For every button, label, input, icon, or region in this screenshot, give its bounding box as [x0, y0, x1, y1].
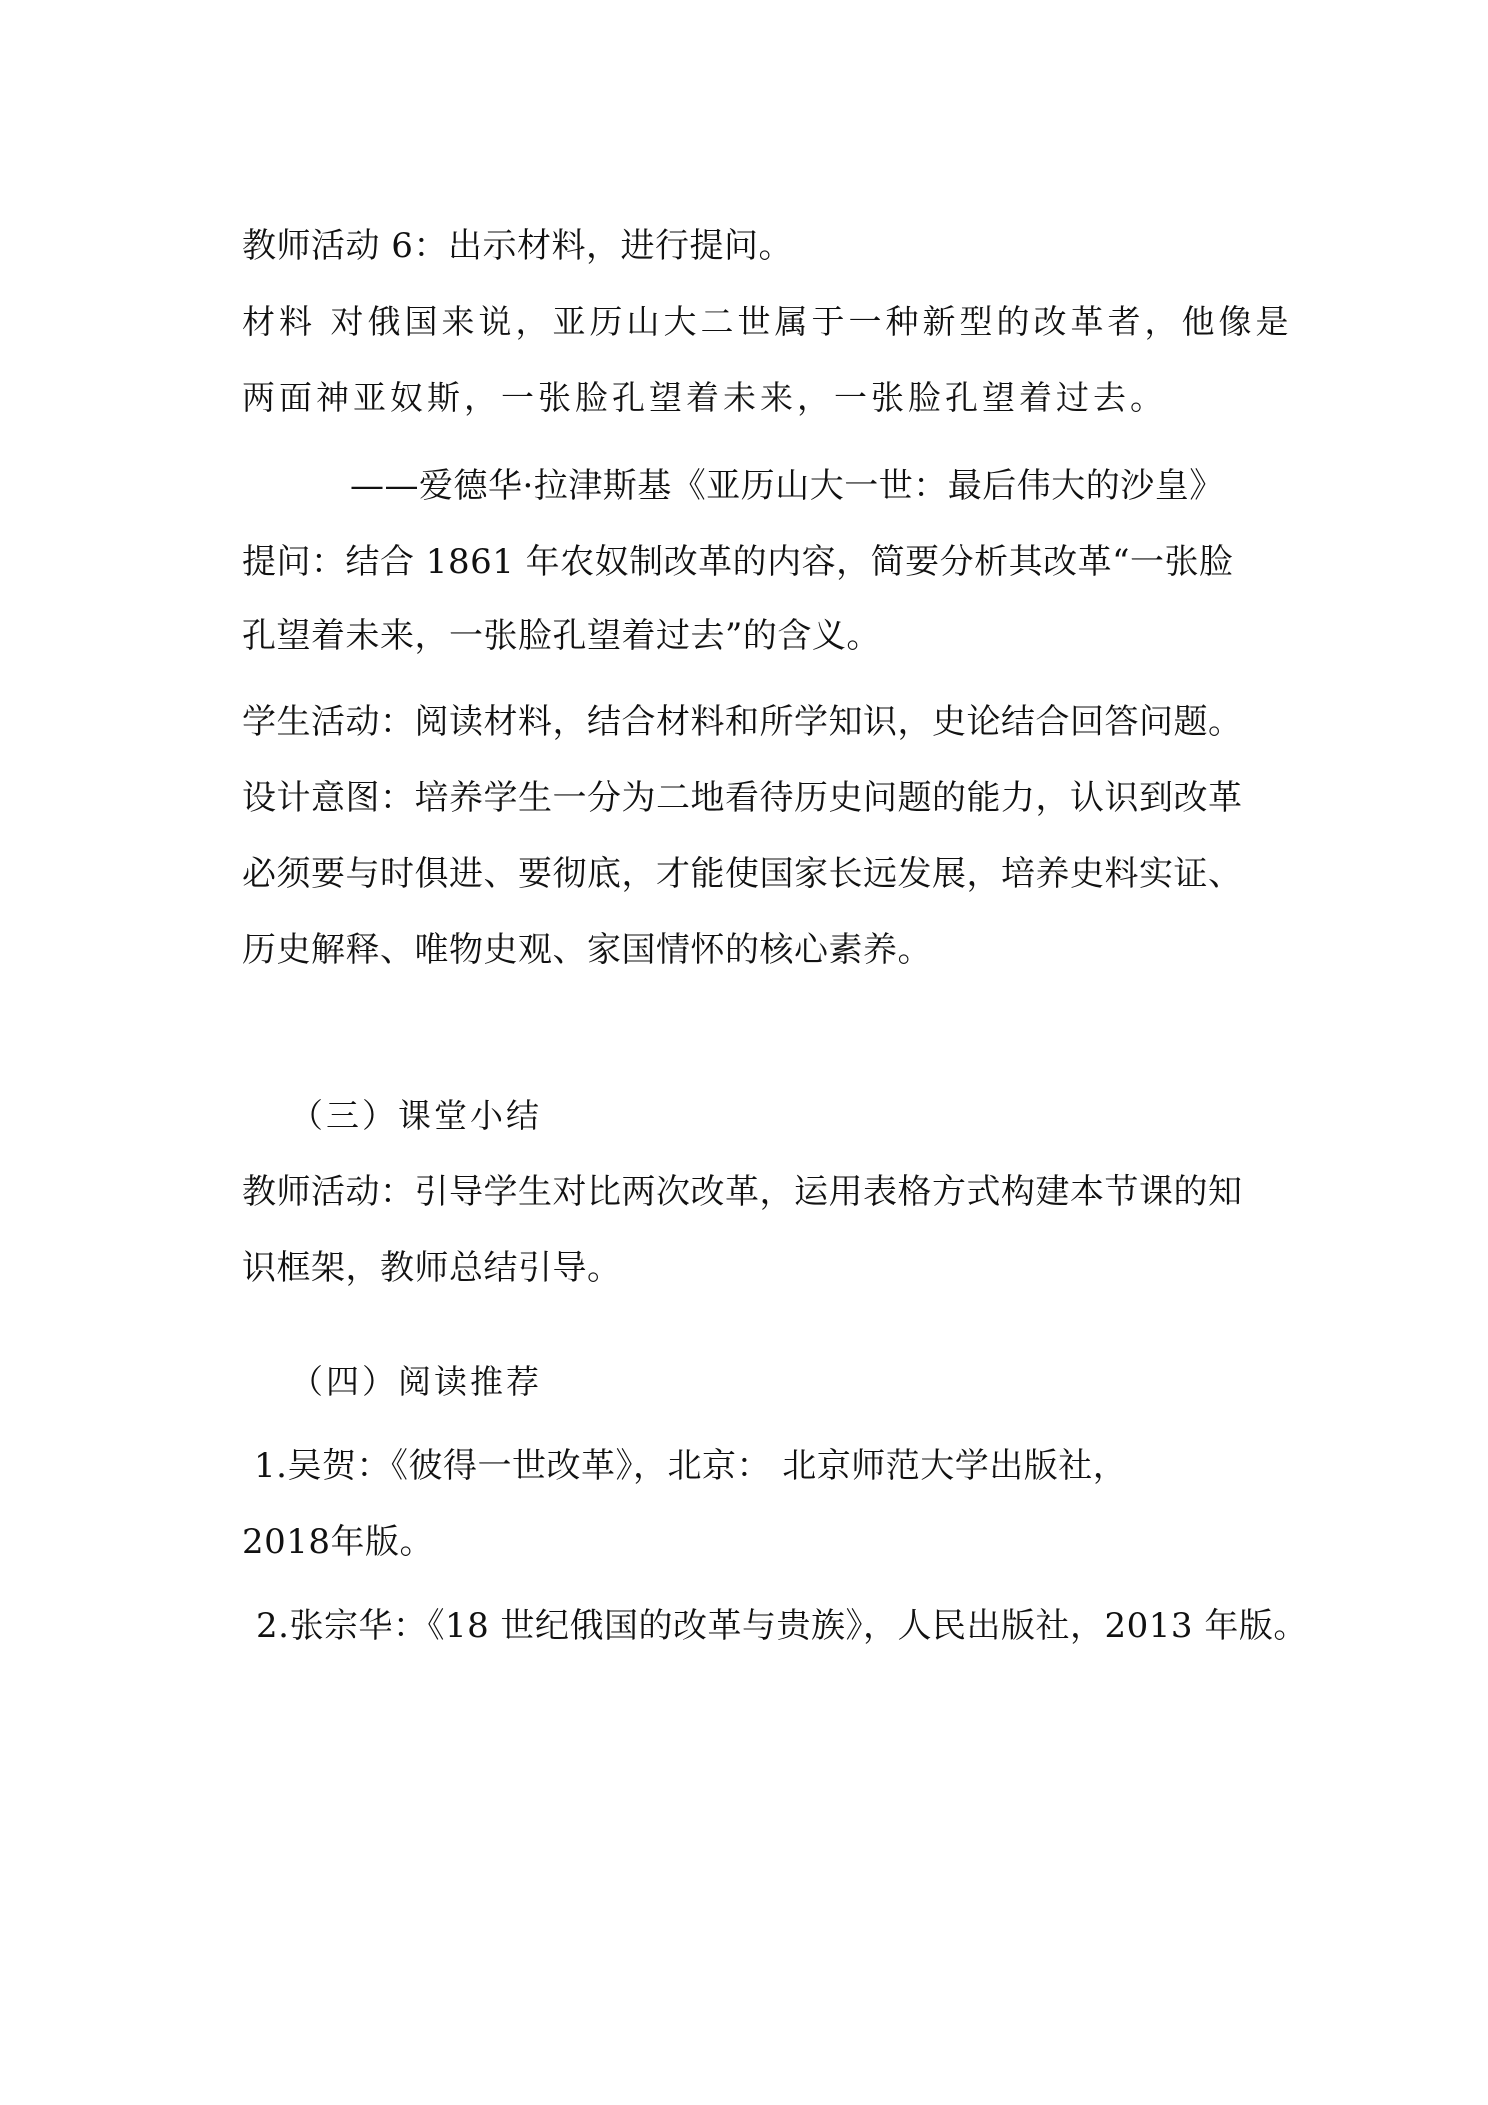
design-intent-line-2: 必须要与时俱进、要彻底，才能使国家长远发展，培养史料实证、 [242, 854, 1243, 894]
reading-reference-2: 2.张宗华：《18 世纪俄国的改革与贵族》，人民出版社，2013 年版。 [256, 1606, 1308, 1646]
student-activity: 学生活动：阅读材料，结合材料和所学知识，史论结合回答问题。 [242, 702, 1243, 742]
design-intent-line-1: 设计意图：培养学生一分为二地看待历史问题的能力，认识到改革 [242, 778, 1243, 818]
teacher-activity-6: 教师活动 6：出示材料，进行提问。 [242, 226, 793, 266]
question-line-1: 提问：结合 1861 年农奴制改革的内容，简要分析其改革“一张脸 [242, 542, 1234, 582]
summary-teacher-line-2: 识框架，教师总结引导。 [242, 1248, 622, 1288]
section-heading-summary: （三）课堂小结 [290, 1096, 542, 1135]
reading-reference-1-line-1: 1.吴贺：《彼得一世改革》，北京： 北京师范大学出版社， [254, 1446, 1128, 1486]
question-line-2: 孔望着未来，一张脸孔望着过去”的含义。 [242, 616, 881, 656]
design-intent-line-3: 历史解释、唯物史观、家国情怀的核心素养。 [242, 930, 932, 970]
section-heading-reading: （四）阅读推荐 [290, 1362, 542, 1401]
material-text-line-1: 材料 对俄国来说，亚历山大二世属于一种新型的改革者，他像是 [242, 302, 1293, 341]
material-text-line-2: 两面神亚奴斯，一张脸孔望着未来，一张脸孔望着过去。 [242, 378, 1167, 417]
summary-teacher-line-1: 教师活动：引导学生对比两次改革，运用表格方式构建本节课的知 [242, 1172, 1243, 1212]
reading-reference-1-line-2: 2018年版。 [242, 1522, 435, 1562]
material-source-citation: ——爱德华·拉津斯基《亚历山大一世：最后伟大的沙皇》 [350, 466, 1224, 506]
